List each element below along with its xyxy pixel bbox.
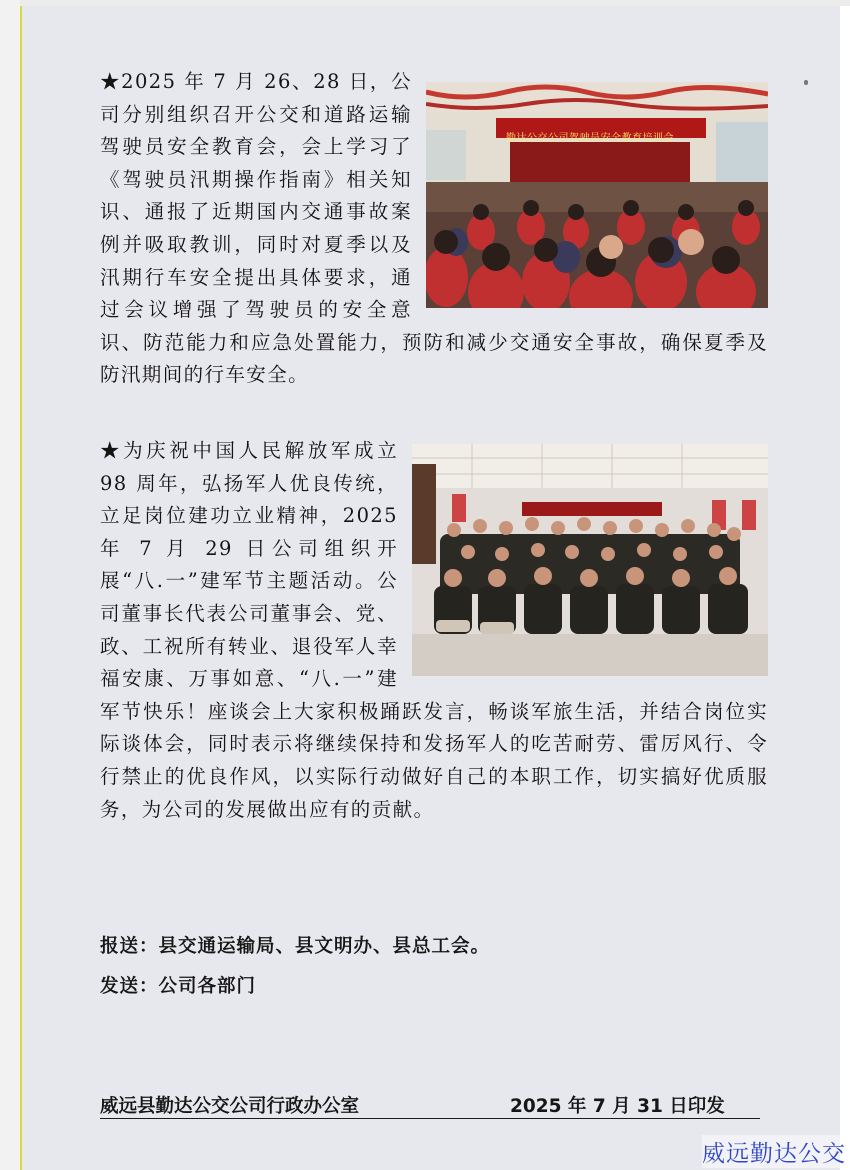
- scan-edge-left: [0, 0, 22, 1170]
- safety-meeting-photo-image: [426, 82, 768, 308]
- army-day-group-photo-image: [412, 444, 768, 676]
- send-department-line: 发送：公司各部门: [100, 976, 257, 997]
- issuer-office: 威远县勤达公交公司行政办公室: [100, 1096, 360, 1117]
- issue-date: 2025 年 7 月 31 日印发: [510, 1096, 725, 1117]
- safety-meeting-photo: [426, 82, 768, 308]
- publisher-watermark: 威远勤达公交: [702, 1135, 846, 1168]
- scan-speck: [804, 80, 808, 85]
- send-to-line: 报送：县交通运输局、县文明办、县总工会。: [100, 936, 491, 957]
- meeting-banner-text: 勤达公交公司驾驶员安全教育培训会: [506, 133, 674, 144]
- article-1-text: ★2025 年 7 月 26、28 日，公司分别组织召开公交和道路运输驾驶员安全教育会，会上学习了《驾驶员汛期操作指南》相关知识、通报了近期国内交通事故案例并吸取教训，同时对夏季以及汛期行车安全提出具体要求，通过会议增强了驾驶员的安全意识、防范能力和应急处置能力，预防和减少交通安全事故，确保夏季及防汛期间的行车安全。: [100, 70, 768, 387]
- article-2-text: ★为庆祝中国人民解放军成立 98 周年，弘扬军人优良传统，立足岗位建功立业精神，2025 年 7 月 29 日公司组织开展“八.一”建军节主题活动。公司董事长代表公司董事会、党、政、工祝所有转业、退役军人幸福安康、万事如意、“八.一”建军节快乐！座谈会上大家积极踊跃发言，畅谈军旅生活，并结合岗位实际谈体会，同时表示将继续保持和发扬军人的吃苦耐劳、雷厉风行、令行禁止的优良作风，以实际行动做好自己的本职工作，切实搞好优质服务，为公司的发展做出应有的贡献。: [100, 439, 768, 821]
- army-day-group-photo: [412, 444, 768, 676]
- article-1-paragraph: [100, 66, 768, 392]
- article-2-paragraph: [100, 435, 768, 826]
- issuer-row: [100, 1092, 760, 1119]
